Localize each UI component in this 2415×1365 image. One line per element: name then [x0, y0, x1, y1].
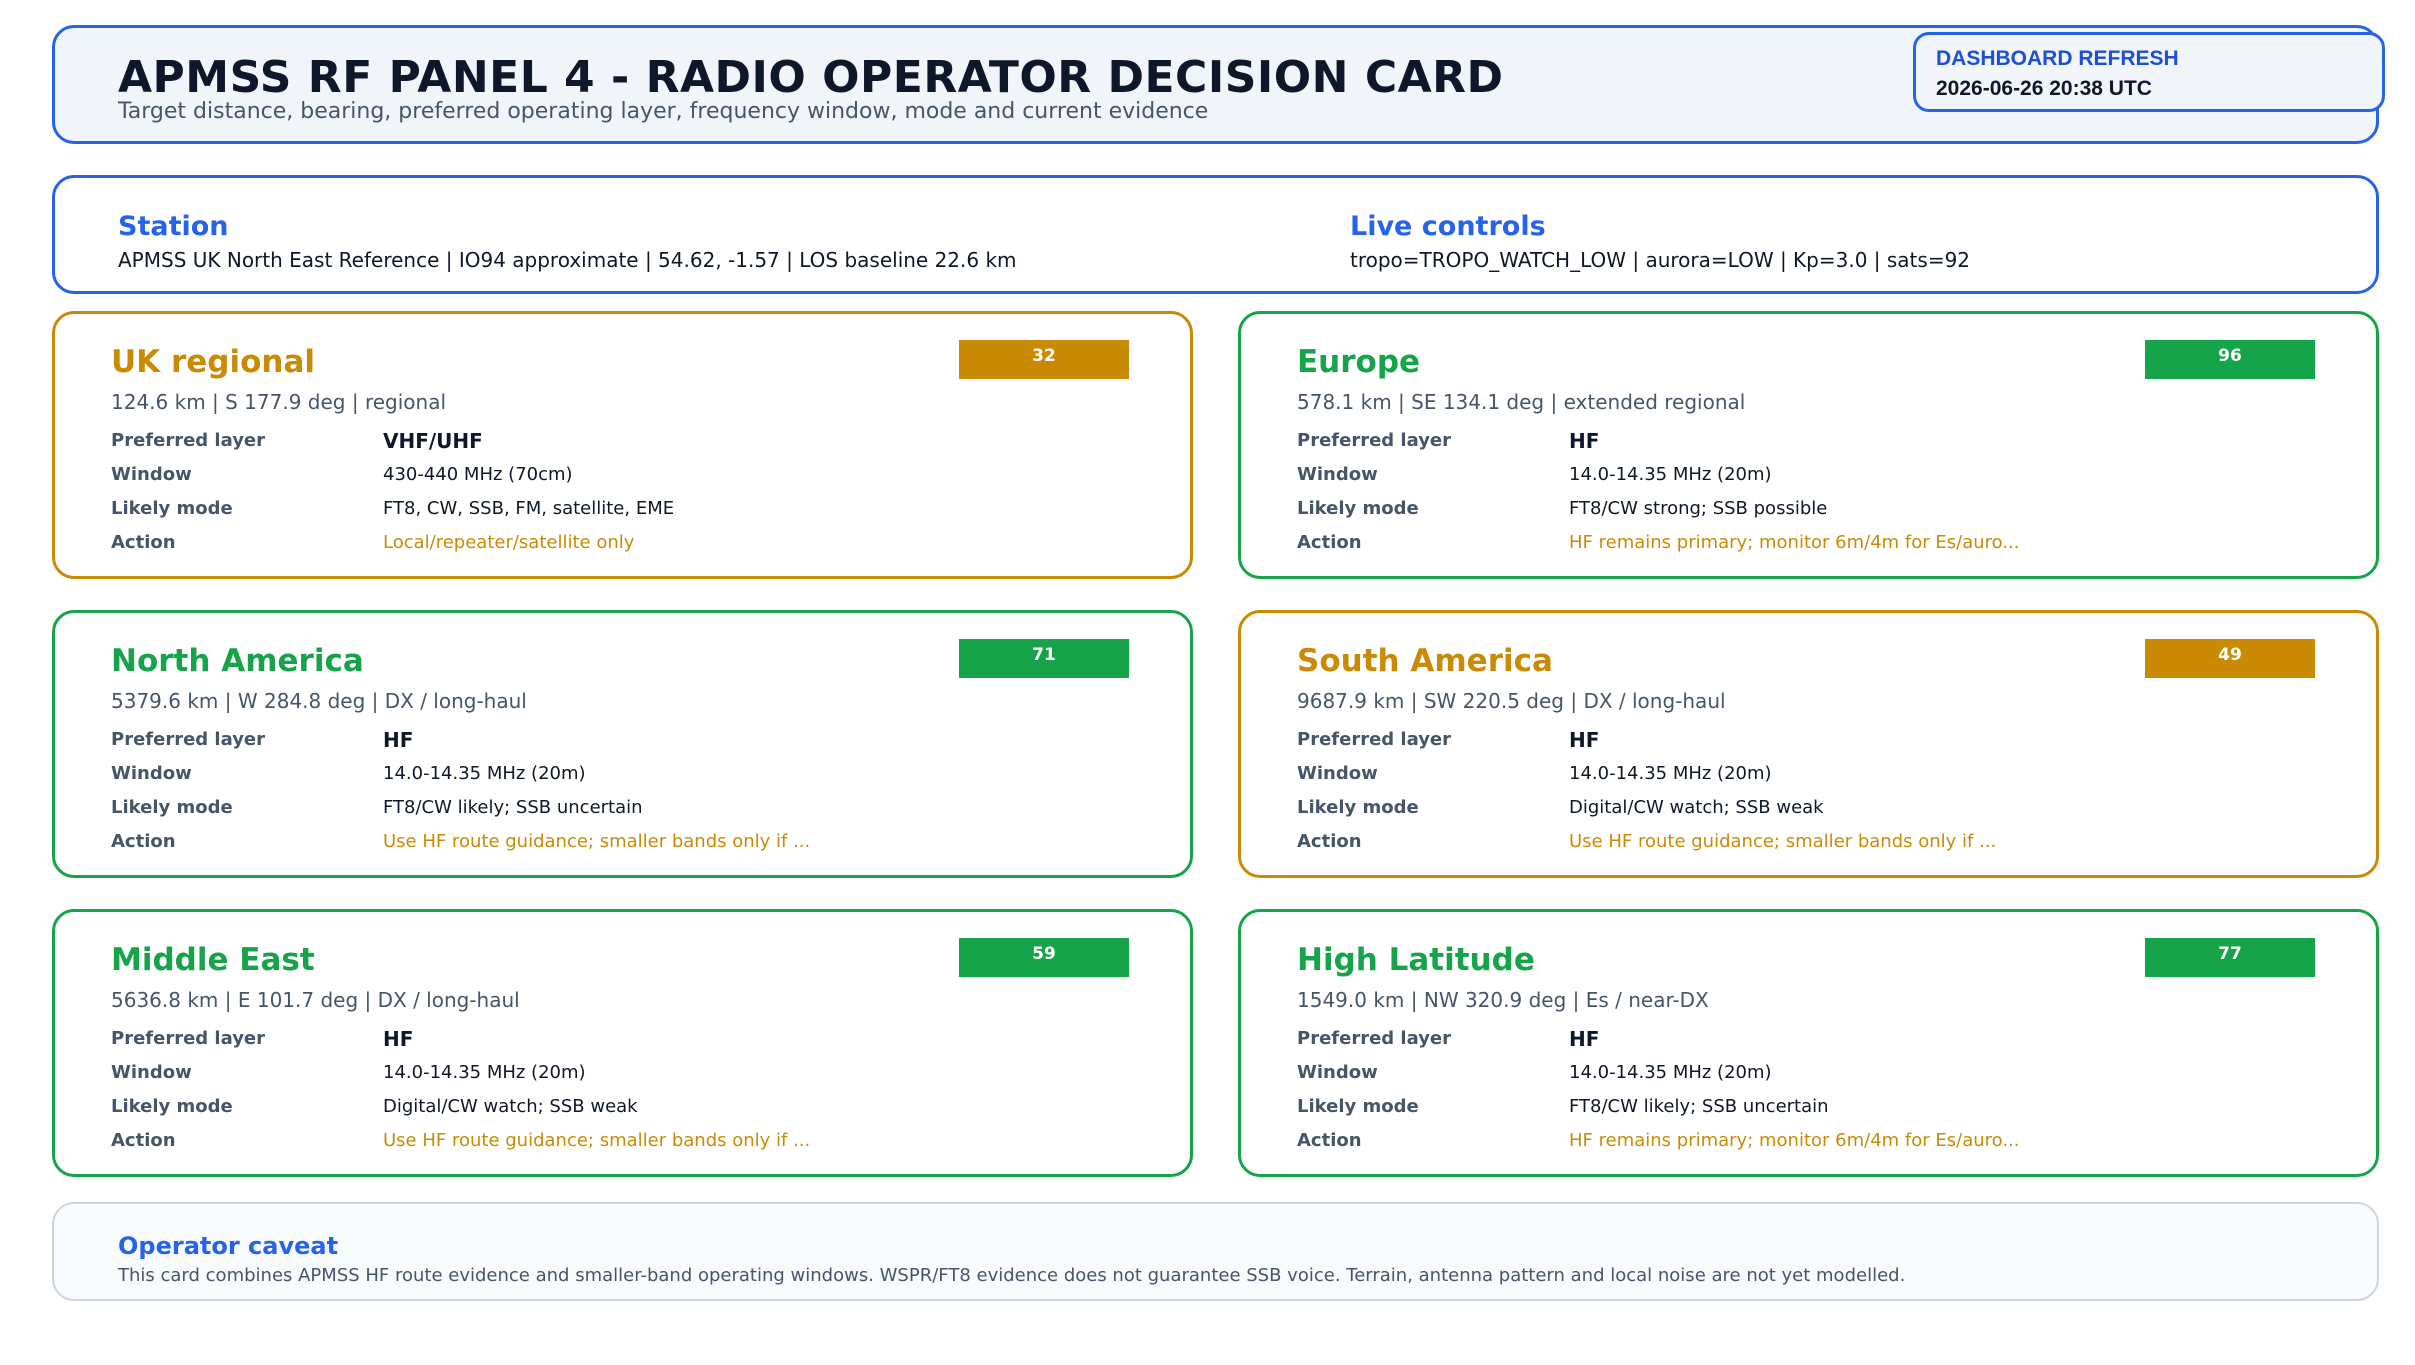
- region-distance-bearing: 5379.6 km | W 284.8 deg | DX / long-haul: [111, 689, 527, 713]
- window-label: Window: [111, 763, 192, 784]
- action-value: Local/repeater/satellite only: [383, 532, 635, 553]
- action-value: HF remains primary; monitor 6m/4m for Es/auro...: [1569, 532, 2020, 553]
- station-block: [118, 211, 1017, 272]
- likely-mode-value: Digital/CW watch; SSB weak: [1569, 797, 1824, 818]
- live-controls-heading: Live controls: [1350, 211, 1546, 242]
- page-title: APMSS RF PANEL 4 - RADIO OPERATOR DECISION CARD: [118, 52, 1504, 103]
- window-value: 14.0-14.35 MHz (20m): [1569, 1062, 1772, 1083]
- station-info-panel: [52, 175, 2379, 294]
- live-controls-details: tropo=TROPO_WATCH_LOW | aurora=LOW | Kp=3.0 | sats=92: [1350, 248, 1971, 272]
- action-label: Action: [1297, 831, 1362, 852]
- action-label: Action: [111, 1130, 176, 1151]
- window-value: 14.0-14.35 MHz (20m): [383, 1062, 586, 1083]
- refresh-label: DASHBOARD REFRESH: [1936, 47, 2179, 70]
- preferred-layer-value: HF: [383, 728, 414, 752]
- likely-mode-label: Likely mode: [1297, 797, 1419, 818]
- score-badge: 71: [959, 639, 1129, 678]
- preferred-layer-label: Preferred layer: [1297, 1028, 1452, 1049]
- preferred-layer-label: Preferred layer: [1297, 729, 1452, 750]
- likely-mode-label: Likely mode: [1297, 1096, 1419, 1117]
- region-title: UK regional: [111, 344, 316, 380]
- action-label: Action: [111, 831, 176, 852]
- station-heading: Station: [118, 211, 229, 242]
- action-value: Use HF route guidance; smaller bands only if ...: [383, 1130, 811, 1151]
- likely-mode-label: Likely mode: [1297, 498, 1419, 519]
- live-controls-block: [1350, 211, 1970, 272]
- score-badge: 59: [959, 938, 1129, 977]
- region-card-europe: [1238, 311, 2379, 579]
- likely-mode-value: FT8, CW, SSB, FM, satellite, EME: [383, 498, 675, 519]
- preferred-layer-label: Preferred layer: [111, 1028, 266, 1049]
- region-distance-bearing: 578.1 km | SE 134.1 deg | extended regional: [1297, 390, 1746, 414]
- likely-mode-label: Likely mode: [111, 498, 233, 519]
- window-label: Window: [1297, 464, 1378, 485]
- score-badge: 49: [2145, 639, 2315, 678]
- region-title: Middle East: [111, 942, 315, 978]
- region-title: High Latitude: [1297, 942, 1535, 978]
- action-value: Use HF route guidance; smaller bands only if ...: [1569, 831, 1997, 852]
- action-label: Action: [1297, 1130, 1362, 1151]
- preferred-layer-value: HF: [1569, 728, 1600, 752]
- action-value: HF remains primary; monitor 6m/4m for Es/auro...: [1569, 1130, 2020, 1151]
- region-distance-bearing: 9687.9 km | SW 220.5 deg | DX / long-haul: [1297, 689, 1726, 713]
- region-card-north-america: [52, 610, 1193, 878]
- region-card-high-latitude: [1238, 909, 2379, 1177]
- operator-caveat-panel: [52, 1202, 2379, 1301]
- likely-mode-value: FT8/CW likely; SSB uncertain: [383, 797, 643, 818]
- likely-mode-value: Digital/CW watch; SSB weak: [383, 1096, 638, 1117]
- region-card-uk-regional: [52, 311, 1193, 579]
- preferred-layer-label: Preferred layer: [111, 430, 266, 451]
- score-badge: 77: [2145, 938, 2315, 977]
- region-card-middle-east: [52, 909, 1193, 1177]
- region-title: South America: [1297, 643, 1553, 679]
- window-label: Window: [111, 464, 192, 485]
- likely-mode-value: FT8/CW likely; SSB uncertain: [1569, 1096, 1829, 1117]
- preferred-layer-value: VHF/UHF: [383, 429, 483, 453]
- dashboard-refresh-box: [1913, 32, 2385, 112]
- refresh-timestamp: 2026-06-26 20:38 UTC: [1936, 77, 2152, 100]
- preferred-layer-value: HF: [383, 1027, 414, 1051]
- page-subtitle: Target distance, bearing, preferred operating layer, frequency window, mode and current evidence: [118, 99, 1209, 124]
- window-value: 14.0-14.35 MHz (20m): [1569, 763, 1772, 784]
- caveat-text: This card combines APMSS HF route evidence and smaller-band operating windows. WSPR/FT8 evidence does not guarantee SSB voice. Terrain, antenna pattern and local noise are not yet modelled.: [118, 1265, 1906, 1286]
- region-title: Europe: [1297, 344, 1421, 380]
- preferred-layer-value: HF: [1569, 429, 1600, 453]
- preferred-layer-label: Preferred layer: [111, 729, 266, 750]
- region-distance-bearing: 5636.8 km | E 101.7 deg | DX / long-haul: [111, 988, 520, 1012]
- action-label: Action: [1297, 532, 1362, 553]
- likely-mode-label: Likely mode: [111, 1096, 233, 1117]
- window-label: Window: [1297, 1062, 1378, 1083]
- region-distance-bearing: 124.6 km | S 177.9 deg | regional: [111, 390, 447, 414]
- preferred-layer-value: HF: [1569, 1027, 1600, 1051]
- region-title: North America: [111, 643, 364, 679]
- action-value: Use HF route guidance; smaller bands only if ...: [383, 831, 811, 852]
- window-label: Window: [111, 1062, 192, 1083]
- region-card-south-america: [1238, 610, 2379, 878]
- likely-mode-label: Likely mode: [111, 797, 233, 818]
- score-badge: 96: [2145, 340, 2315, 379]
- window-value: 430-440 MHz (70cm): [383, 464, 573, 485]
- preferred-layer-label: Preferred layer: [1297, 430, 1452, 451]
- station-details: APMSS UK North East Reference | IO94 approximate | 54.62, -1.57 | LOS baseline 22.6 km: [118, 248, 1017, 272]
- likely-mode-value: FT8/CW strong; SSB possible: [1569, 498, 1828, 519]
- region-distance-bearing: 1549.0 km | NW 320.9 deg | Es / near-DX: [1297, 988, 1709, 1012]
- caveat-heading: Operator caveat: [118, 1232, 339, 1260]
- window-value: 14.0-14.35 MHz (20m): [1569, 464, 1772, 485]
- window-label: Window: [1297, 763, 1378, 784]
- score-badge: 32: [959, 340, 1129, 379]
- window-value: 14.0-14.35 MHz (20m): [383, 763, 586, 784]
- action-label: Action: [111, 532, 176, 553]
